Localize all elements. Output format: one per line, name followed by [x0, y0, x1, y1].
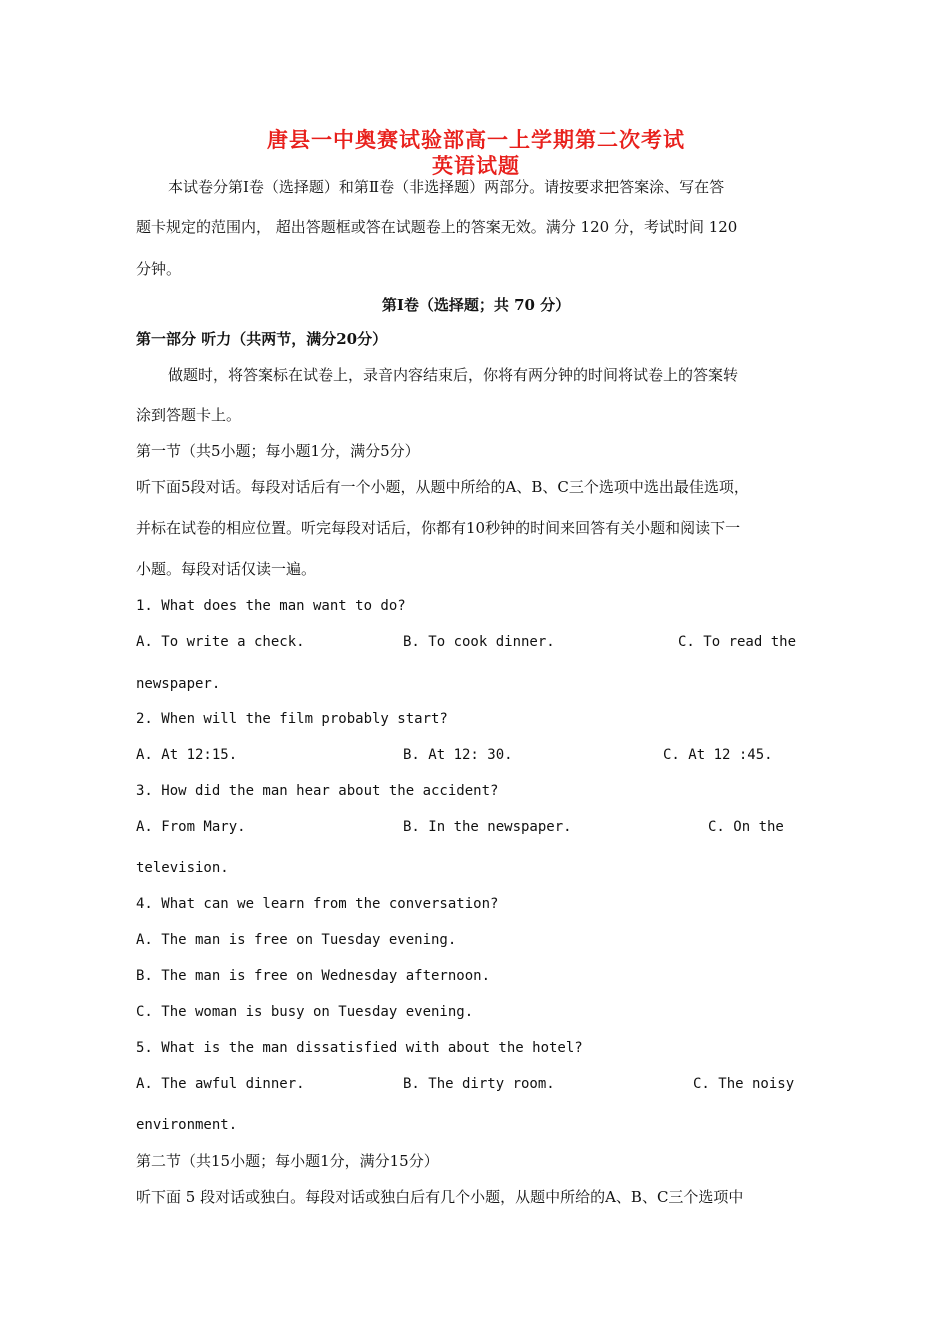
part1-heading: 第一部分 听力（共两节，满分20分）: [136, 330, 388, 348]
question-3-option-b: B. In the newspaper.: [403, 819, 572, 835]
question-4-option-c: C. The woman is busy on Tuesday evening.: [136, 1004, 474, 1020]
question-5-option-c: C. The noisy: [693, 1076, 795, 1092]
section2-heading: 第二节（共15小题；每小题1分，满分15分）: [136, 1152, 439, 1170]
question-2-option-a: A. At 12:15.: [136, 747, 238, 763]
question-3-option-a: A. From Mary.: [136, 819, 246, 835]
question-5-option-a: A. The awful dinner.: [136, 1076, 305, 1092]
section1-heading: 第一节（共5小题；每小题1分，满分5分）: [136, 442, 420, 460]
question-3-option-c: C. On the: [708, 819, 784, 835]
intro-line-1: 本试卷分第Ⅰ卷（选择题）和第Ⅱ卷（非选择题）两部分。请按要求把答案涂、写在答: [168, 178, 725, 196]
question-5-option-b: B. The dirty room.: [403, 1076, 555, 1092]
intro-line-3: 分钟。: [136, 260, 182, 278]
question-1-option-c-cont: newspaper.: [136, 676, 221, 692]
question-4-option-b: B. The man is free on Wednesday afternoon.: [136, 968, 491, 984]
exam-subtitle: 英语试题: [432, 153, 520, 178]
question-1-option-c: C. To read the: [678, 634, 797, 650]
question-3-option-c-cont: television.: [136, 860, 229, 876]
question-5-option-c-cont: environment.: [136, 1117, 238, 1133]
question-4-option-a: A. The man is free on Tuesday evening.: [136, 932, 457, 948]
volume1-heading: 第Ⅰ卷（选择题；共 70 分）: [381, 296, 571, 314]
part1-instruction-1: 做题时，将答案标在试卷上，录音内容结束后，你将有两分钟的时间将试卷上的答案转: [168, 366, 739, 384]
section1-instruction-1: 听下面5段对话。每段对话后有一个小题，从题中所给的A、B、C三个选项中选出最佳选项，: [136, 478, 749, 496]
section2-instruction-1: 听下面 5 段对话或独白。每段对话或独白后有几个小题，从题中所给的A、B、C三个选项中: [136, 1188, 744, 1206]
question-1-option-a: A. To write a check.: [136, 634, 305, 650]
question-3-stem: 3. How did the man hear about the accident?: [136, 783, 499, 799]
question-2-option-c: C. At 12 :45.: [663, 747, 773, 763]
question-2-stem: 2. When will the film probably start?: [136, 711, 448, 727]
question-5-stem: 5. What is the man dissatisfied with about the hotel?: [136, 1040, 583, 1056]
question-4-stem: 4. What can we learn from the conversation?: [136, 896, 499, 912]
question-2-option-b: B. At 12: 30.: [403, 747, 513, 763]
section1-instruction-2: 并标在试卷的相应位置。听完每段对话后，你都有10秒钟的时间来回答有关小题和阅读下一: [136, 519, 741, 537]
part1-instruction-2: 涂到答题卡上。: [136, 406, 242, 424]
intro-line-2: 题卡规定的范围内， 超出答题框或答在试题卷上的答案无效。满分 120 分，考试时间 120: [136, 218, 738, 236]
section1-instruction-3: 小题。每段对话仅读一遍。: [136, 560, 317, 578]
question-1-option-b: B. To cook dinner.: [403, 634, 555, 650]
question-1-stem: 1. What does the man want to do?: [136, 598, 406, 614]
exam-title: 唐县一中奥赛试验部高一上学期第二次考试: [267, 127, 685, 152]
